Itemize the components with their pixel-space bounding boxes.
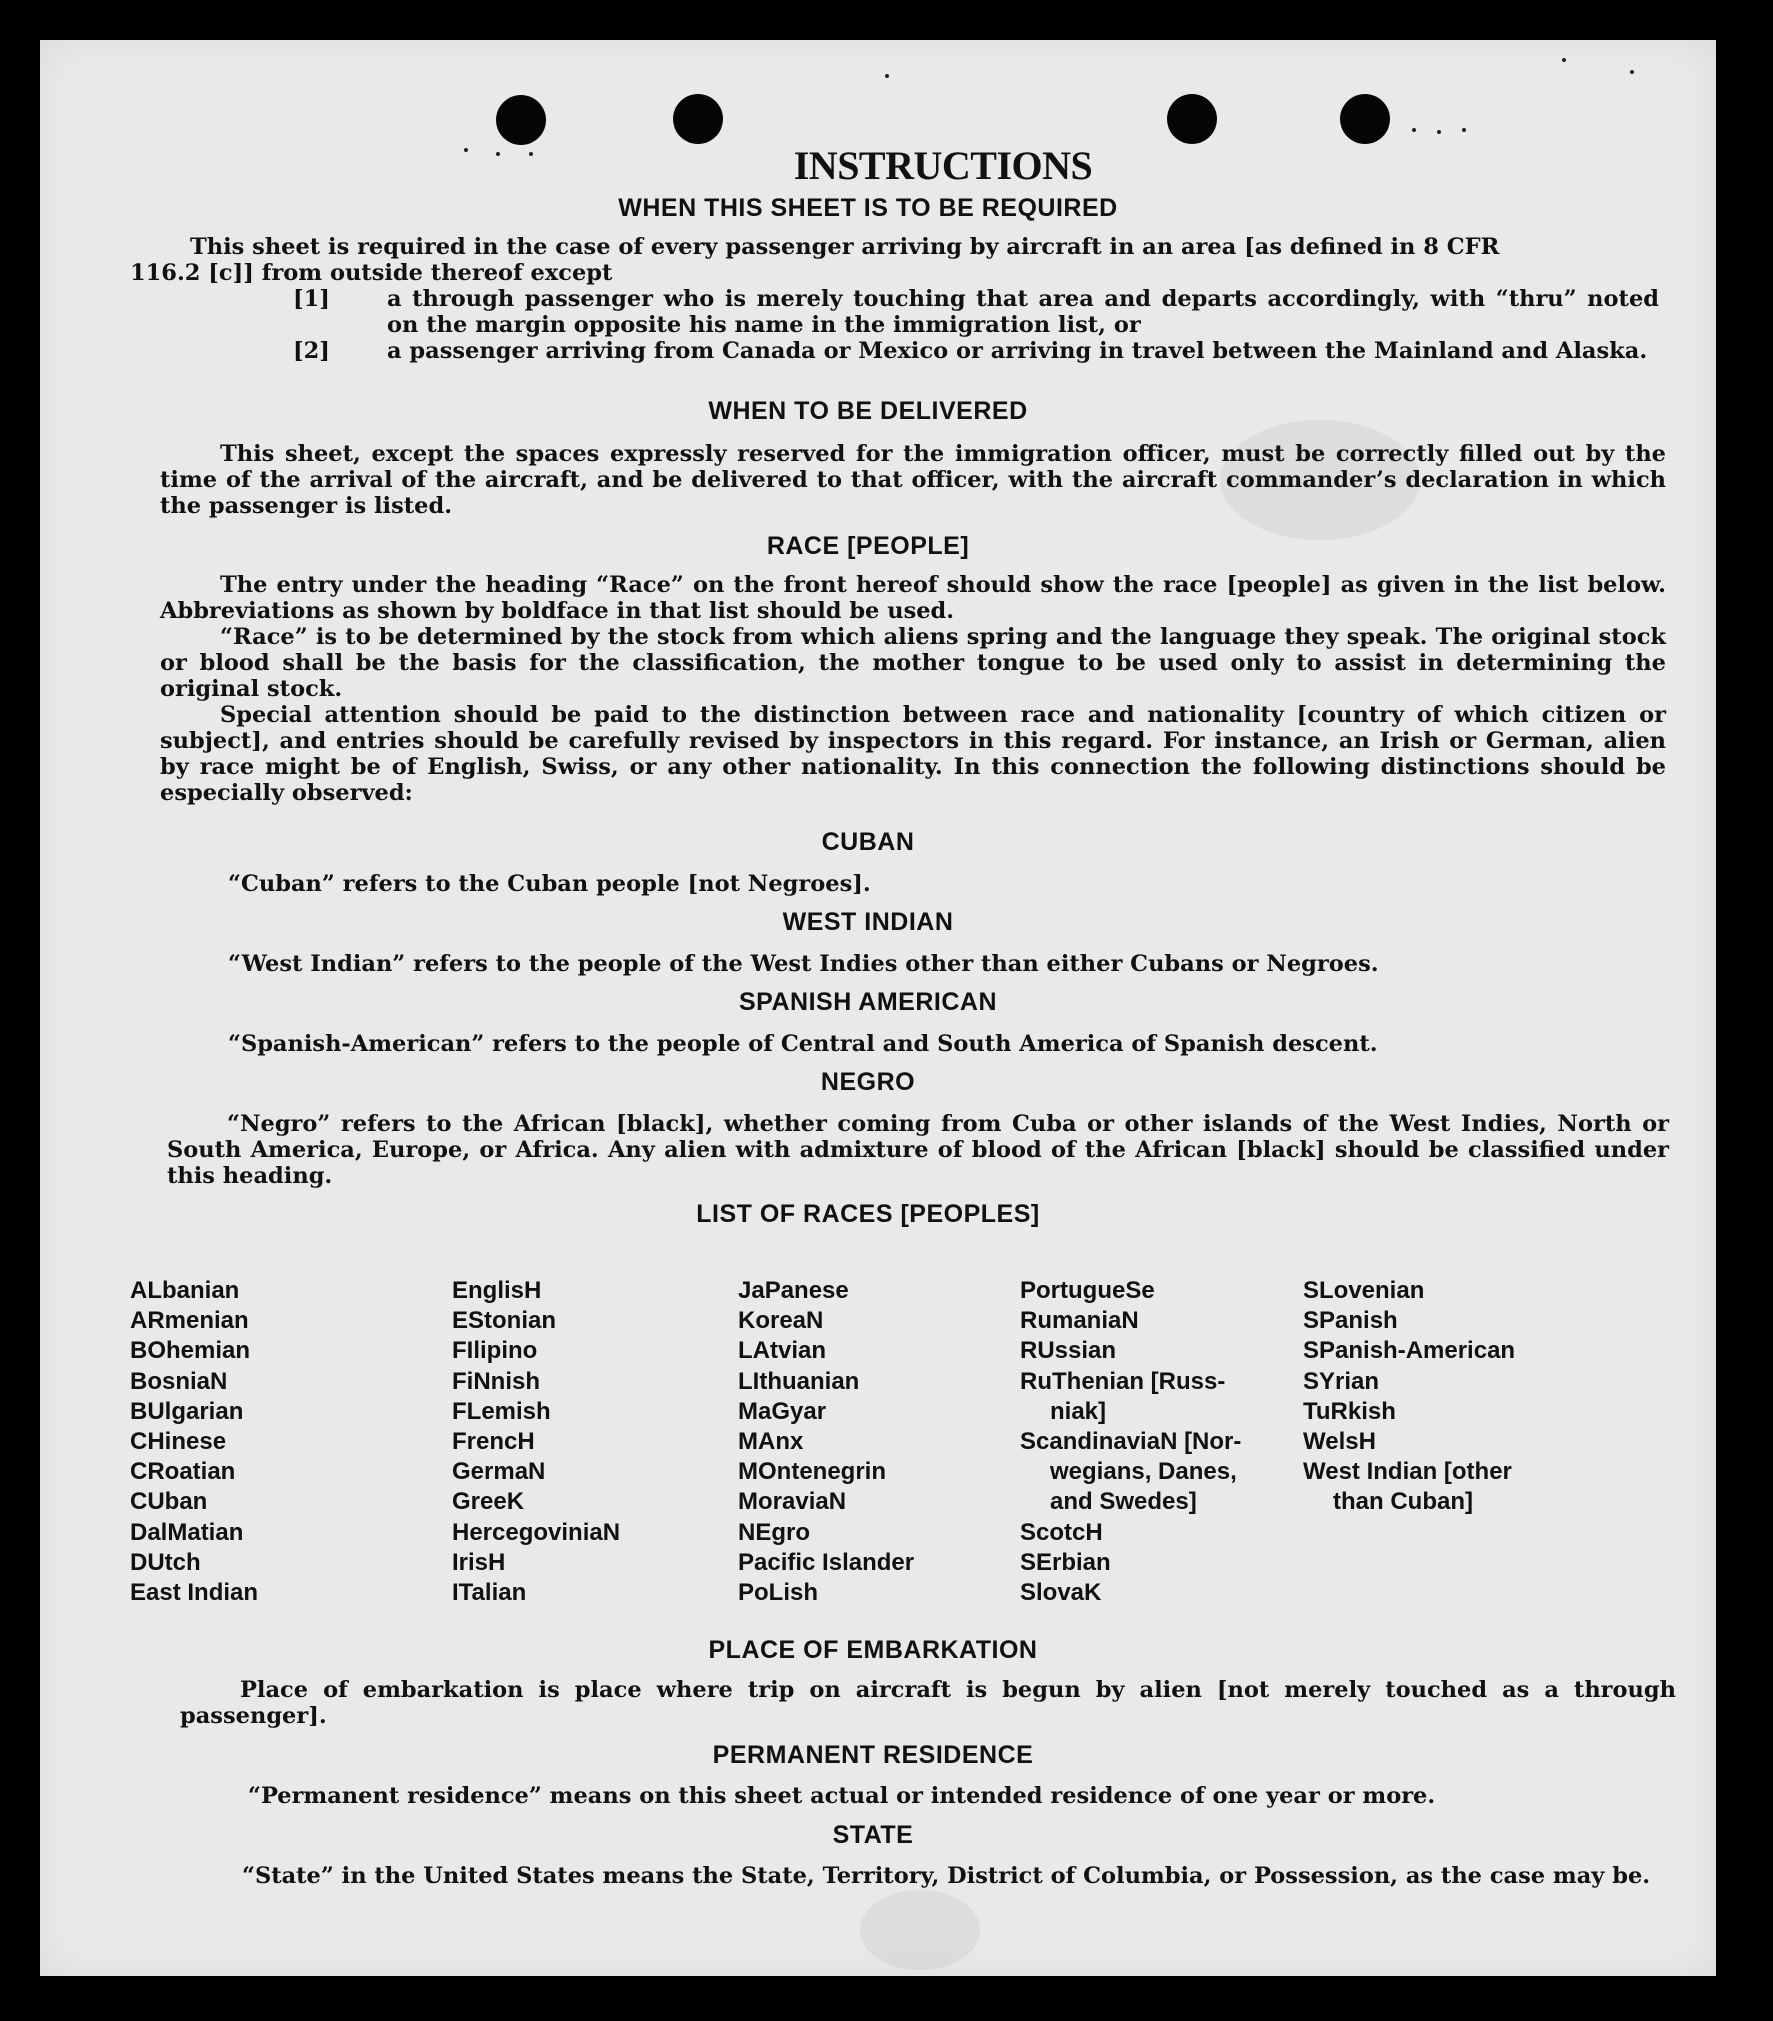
race-item: HercegoviniaN [452,1518,621,1546]
race-item: ScotcH [1020,1518,1103,1546]
races-column-2 [452,1276,620,1608]
negro-body: “Negro” refers to the African [black], whether coming from Cuba or other islands of the West Indies, North or South America, Europe, or Africa. Any alien with admixture of blood of the African [black] should be classified under this heading. [167,1111,1669,1189]
section-heading-embarkation: PLACE OF EMBARKATION [708,1636,1038,1664]
section-heading-cuban: CUBAN [821,828,915,856]
race-item: DalMatian [130,1518,244,1546]
section-heading-when-required: WHEN THIS SHEET IS TO BE REQUIRED [618,194,1118,222]
section-heading-state: STATE [832,1821,914,1849]
section-heading-west-indian: WEST INDIAN [782,908,954,936]
race-item: ARmenian [130,1307,249,1335]
race-item: FiNnish [452,1367,540,1395]
state-text [182,1863,1680,1889]
races-column-1 [130,1276,258,1608]
race-item: PoLish [738,1579,819,1607]
race-item: SlovaK [1020,1579,1102,1607]
race-item: IrisH [452,1548,506,1576]
residence-text [248,1783,1688,1809]
race-item: GermaN [452,1458,546,1486]
race-item: LIthuanian [738,1367,860,1395]
race-paragraph-2-text: “Race” is to be determined by the stock from which aliens spring and the language they speak. The original stock or blood shall be the basis for the classification, the mother tongue to be used only to assist in determining the original stock. [160,624,1666,702]
race-item: CUban [130,1488,208,1516]
spanish-american-text [228,1031,1688,1057]
race-paragraph-3-text: Special attention should be paid to the distinction between race and nationality [country of which citizen or subject], and entries should be carefully revised by inspectors in this regard. For instance, an Irish or German, alien by race might be of English, Swiss, or any other nationality. In this connection the following distinctions should be especially observed: [160,702,1666,806]
race-item: BosniaN [130,1367,228,1395]
races-column-4 [1020,1276,1241,1608]
race-item: JaPanese [738,1277,849,1304]
race-item: MoraviaN [738,1488,847,1516]
race-item: Pacific Islander [738,1548,915,1576]
race-item: RUssian [1020,1337,1117,1365]
race-item: NEgro [738,1518,810,1546]
races-column-3 [738,1276,914,1608]
race-item: BOhemian [130,1337,251,1365]
race-item: EnglisH [452,1277,542,1304]
race-item: RuThenian [Russ- [1020,1367,1226,1395]
when-required-intro [130,234,1666,286]
section-heading-residence: PERMANENT RESIDENCE [712,1741,1034,1769]
when-required-intro-first: This sheet is required in the case of every passenger arriving by aircraft in an area [as defined in 8 CFR [190,234,1500,260]
section-heading-when-delivered: WHEN TO BE DELIVERED [708,397,1028,425]
race-item: than Cuban] [1333,1488,1473,1516]
negro-text [167,1111,1669,1189]
race-item: BUlgarian [130,1397,244,1425]
race-item: CRoatian [130,1458,236,1486]
race-item: niak] [1050,1397,1107,1425]
west-indian-body: “West Indian” refers to the people of the West Indies other than either Cubans or Negroes. [228,951,1379,977]
embarkation-body: Place of embarkation is place where trip on aircraft is begun by alien [not merely touched as a through passenger]. [180,1677,1676,1729]
cuban-body: “Cuban” refers to the Cuban people [not Negroes]. [228,871,871,897]
race-item: GreeK [452,1488,525,1516]
condition-1-number: [1] [293,286,330,312]
race-item: SPanish [1303,1307,1398,1335]
page-title: INSTRUCTIONS [793,143,1093,188]
race-item: MaGyar [738,1397,827,1425]
race-item: MOntenegrin [738,1458,886,1486]
residence-body: “Permanent residence” means on this sheet actual or intended residence of one year or more. [248,1783,1436,1809]
spanish-american-body: “Spanish-American” refers to the people of Central and South America of Spanish descent. [228,1031,1378,1057]
condition-1 [293,286,1659,338]
race-paragraph-1-text: The entry under the heading “Race” on the front hereof should show the race [people] as given in the list below. Abbreviations as shown by boldface in that list should be used. [160,572,1666,624]
west-indian-text [228,951,1688,977]
races-column-5 [1303,1276,1515,1518]
race-item: LAtvian [738,1337,827,1365]
race-item: FLemish [452,1397,551,1425]
race-item: SErbian [1020,1548,1111,1576]
race-item: SLovenian [1303,1277,1425,1304]
race-item: ScandinaviaN [Nor- [1020,1428,1242,1456]
section-heading-race: RACE [PEOPLE] [766,532,970,560]
race-item: and Swedes] [1050,1488,1197,1516]
condition-2-number: [2] [293,338,330,364]
race-item: wegians, Danes, [1050,1458,1237,1486]
race-item: FIlipino [452,1337,538,1365]
race-item: ALbanian [130,1277,240,1304]
condition-2 [293,338,1659,364]
race-item: West Indian [other [1303,1458,1512,1486]
race-item: CHinese [130,1428,227,1456]
section-heading-list-of-races: LIST OF RACES [PEOPLES] [696,1200,1040,1228]
document-page [40,40,1716,1976]
race-item: SPanish-American [1303,1337,1516,1365]
race-item: East Indian [130,1579,259,1607]
race-item: MAnx [738,1428,804,1456]
condition-2-text: a passenger arriving from Canada or Mexico or arriving in travel between the Mainland and Alaska. [387,338,1648,364]
race-paragraph-2 [160,624,1666,702]
race-item: TuRkish [1303,1397,1396,1425]
races-list [130,1276,1660,1616]
race-paragraph-1 [160,572,1666,624]
condition-1-text: a through passenger who is merely touching that area and departs accordingly, with “thru” noted on the margin opposite his name in the immigration list, or [387,286,1659,338]
embarkation-text [180,1677,1676,1729]
when-delivered-body: This sheet, except the spaces expressly reserved for the immigration officer, must be correctly filled out by the time of the arrival of the aircraft, and be delivered to that officer, with the aircraft commander’s declaration in which the passenger is listed. [160,441,1666,519]
race-item: ITalian [452,1579,527,1607]
race-item: FrencH [452,1428,535,1456]
race-item: DUtch [130,1548,201,1576]
race-paragraph-3 [160,702,1666,806]
state-body: “State” in the United States means the State, Territory, District of Columbia, or Possession, as the case may be. [242,1863,1651,1889]
instructions-content [40,40,1716,1976]
race-item: PortugueSe [1020,1277,1155,1304]
race-item: EStonian [452,1307,557,1335]
when-required-intro-rest: 116.2 [c]] from outside thereof except [130,260,613,286]
section-heading-spanish-american: SPANISH AMERICAN [738,988,997,1016]
race-item: WelsH [1303,1428,1376,1456]
race-item: RumaniaN [1020,1307,1139,1335]
section-heading-negro: NEGRO [820,1068,916,1096]
cuban-text [228,871,1688,897]
race-item: KoreaN [738,1307,824,1335]
race-item: SYrian [1303,1367,1380,1395]
when-delivered-text [160,441,1666,519]
